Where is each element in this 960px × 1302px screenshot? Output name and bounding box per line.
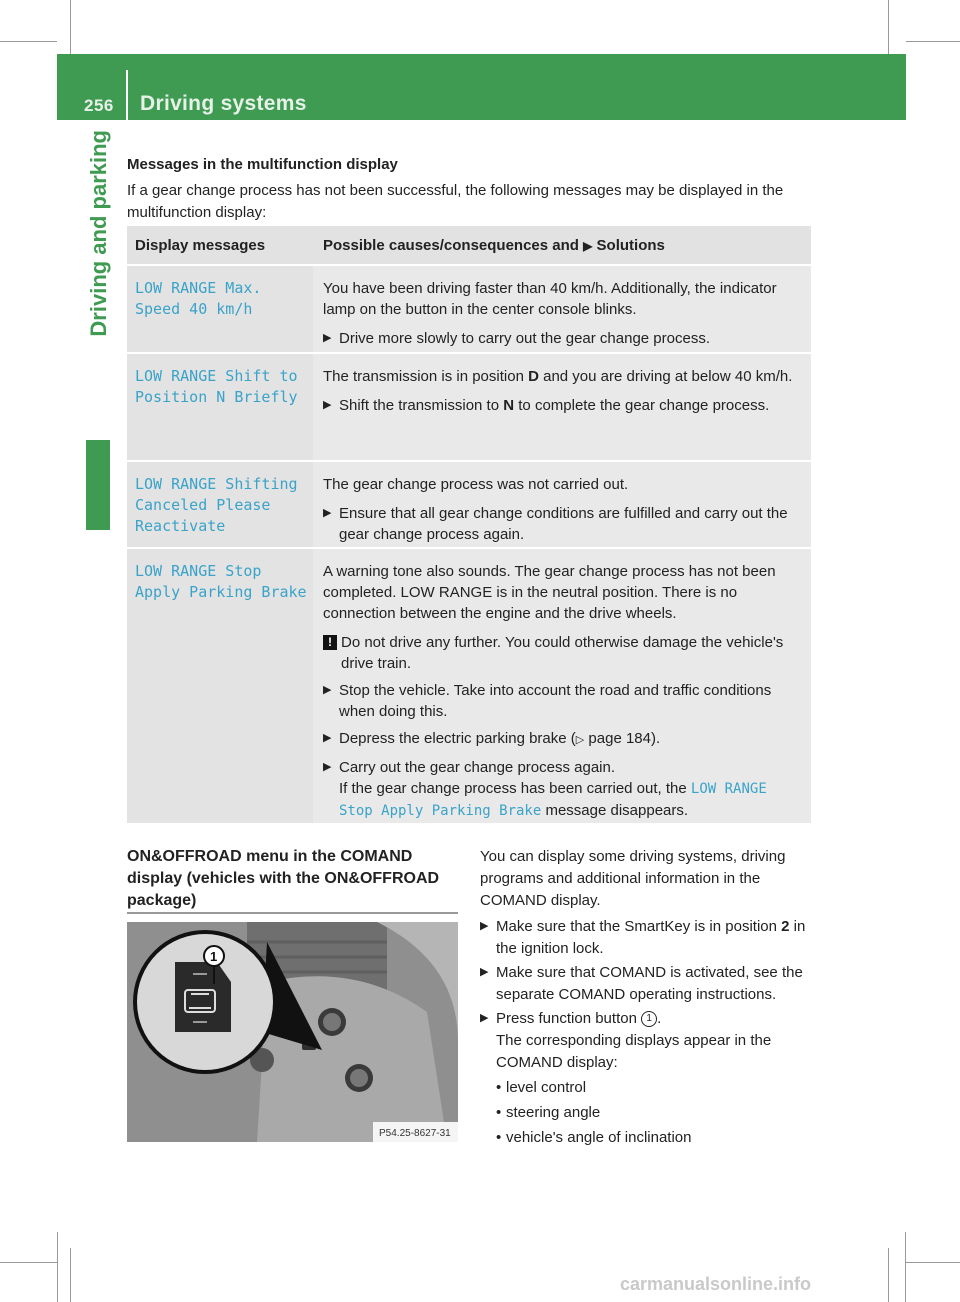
crop-mark <box>888 1248 889 1302</box>
cause-solution: The gear change process was not carried out. ▶ Ensure that all gear change conditions are fulfilled and carry out the gear change process again. <box>313 462 811 547</box>
action-step: ▶ Press function button 1 . The corresponding displays appear in the COMAND display: <box>480 1008 815 1074</box>
action-step: ▶ Ensure that all gear change conditions are fulfilled and carry out the gear change process again. <box>323 505 788 543</box>
col-header-causes: Possible causes/consequences and ▶ Solutions <box>323 236 665 254</box>
cause-solution: You have been driving faster than 40 km/h. Additionally, the indicator lamp on the button in the center console blinks. ▶ Drive more slowly to carry out the gear change process. <box>313 266 811 352</box>
table-row <box>127 352 811 460</box>
section2-body <box>480 846 815 1152</box>
arrow-right-icon: ▶ <box>480 966 489 978</box>
display-message: LOW RANGE Shifting Canceled Please Reactivate <box>127 462 313 547</box>
crop-mark <box>905 1232 906 1302</box>
arrow-right-icon: ▶ <box>480 1012 489 1024</box>
arrow-right-icon: ▶ <box>323 684 332 696</box>
center-console-photo <box>127 922 458 1142</box>
col-header-messages: Display messages <box>135 236 266 254</box>
section-divider <box>127 912 458 914</box>
header-divider <box>126 70 128 120</box>
action-step: ▶ Depress the electric parking brake (▷ page 184). <box>323 728 803 751</box>
action-step: ▶ Drive more slowly to carry out the gear change process. <box>323 330 710 347</box>
arrow-right-icon: ▶ <box>323 507 332 519</box>
crop-mark <box>906 41 960 42</box>
arrow-right-icon: ▶ <box>583 238 593 253</box>
action-step: ▶ Carry out the gear change process again. If the gear change process has been carried out, the LOW RANGE Stop Apply Parking Brake message disappears. <box>323 757 803 822</box>
display-message: LOW RANGE Shift to Position N Briefly <box>127 354 313 460</box>
cause-solution: A warning tone also sounds. The gear change process has not been completed. LOW RANGE is in the neutral position. There is no connection between the engine and the drive wheels. ! Do not drive any further. You could otherwise damage the vehicle's drive train. ▶ Stop the vehicle. Take into account the road and traffic conditions when doing this. ▶ Depress the electric parking brake (▷ page 184). ▶ Carry out the gear change process again. If the gear change process has been carried out, the LOW RANGE Stop Apply Parking Brake message disappears. <box>313 549 811 823</box>
display-message: LOW RANGE Stop Apply Parking Brake <box>127 549 313 823</box>
warning-icon: ! <box>323 635 337 650</box>
action-step: ▶ Make sure that COMAND is activated, see the separate COMAND operating instructions. <box>480 962 815 1006</box>
section2-intro: You can display some driving systems, driving programs and additional information in the COMAND display. <box>480 848 786 909</box>
section-intro: If a gear change process has not been successful, the following messages may be displayed in the multifunction display: <box>127 182 784 221</box>
section2-title: ON&OFFROAD menu in the COMAND display (vehicles with the ON&OFFROAD package) <box>127 848 440 909</box>
watermark: carmanualsonline.info <box>620 1274 812 1294</box>
page-number: 256 <box>84 96 114 115</box>
table-row <box>127 264 811 352</box>
page-title: Driving systems <box>140 92 307 115</box>
crop-mark <box>70 1248 71 1302</box>
list-item: • level control <box>496 1079 587 1096</box>
table-row <box>127 547 811 823</box>
image-code: P54.25-8627-31 <box>379 1128 451 1139</box>
warning-note: ! Do not drive any further. You could otherwise damage the vehicle's drive train. <box>323 632 803 674</box>
crop-mark <box>70 0 71 54</box>
display-message: LOW RANGE Max. Speed 40 km/h <box>127 266 313 352</box>
table-header <box>127 226 811 264</box>
chapter-side-tab-label: Driving and parking <box>86 130 111 337</box>
messages-table <box>127 226 811 823</box>
crop-mark <box>0 1262 57 1263</box>
arrow-right-icon: ▶ <box>323 732 332 744</box>
list-item: • vehicle's angle of inclination <box>496 1129 692 1146</box>
action-step: ▶ Shift the transmission to N to complete the gear change process. <box>323 397 770 414</box>
crop-mark <box>888 0 889 54</box>
section-title: Messages in the multifunction display <box>127 156 398 173</box>
arrow-right-icon: ▶ <box>323 761 332 773</box>
crop-mark <box>906 1262 960 1263</box>
callout-ref: 1 <box>641 1011 657 1027</box>
page-reference-link[interactable]: page 184 <box>588 730 651 747</box>
table-row <box>127 460 811 547</box>
action-step: ▶ Stop the vehicle. Take into account the road and traffic conditions when doing this. <box>323 682 772 720</box>
page-ref-icon: ▷ <box>575 734 585 746</box>
chapter-marker-block <box>86 440 110 530</box>
crop-mark <box>0 41 57 42</box>
cause-solution: The transmission is in position D and you are driving at below 40 km/h. ▶ Shift the transmission to N to complete the gear change process. <box>313 354 811 460</box>
list-item: • steering angle <box>496 1104 601 1121</box>
arrow-right-icon: ▶ <box>323 399 332 411</box>
action-step: ▶ Make sure that the SmartKey is in position 2 in the ignition lock. <box>480 916 815 960</box>
arrow-right-icon: ▶ <box>480 920 489 932</box>
arrow-right-icon: ▶ <box>323 332 332 344</box>
callout-number: 1 <box>210 949 218 964</box>
crop-mark <box>57 1232 58 1302</box>
